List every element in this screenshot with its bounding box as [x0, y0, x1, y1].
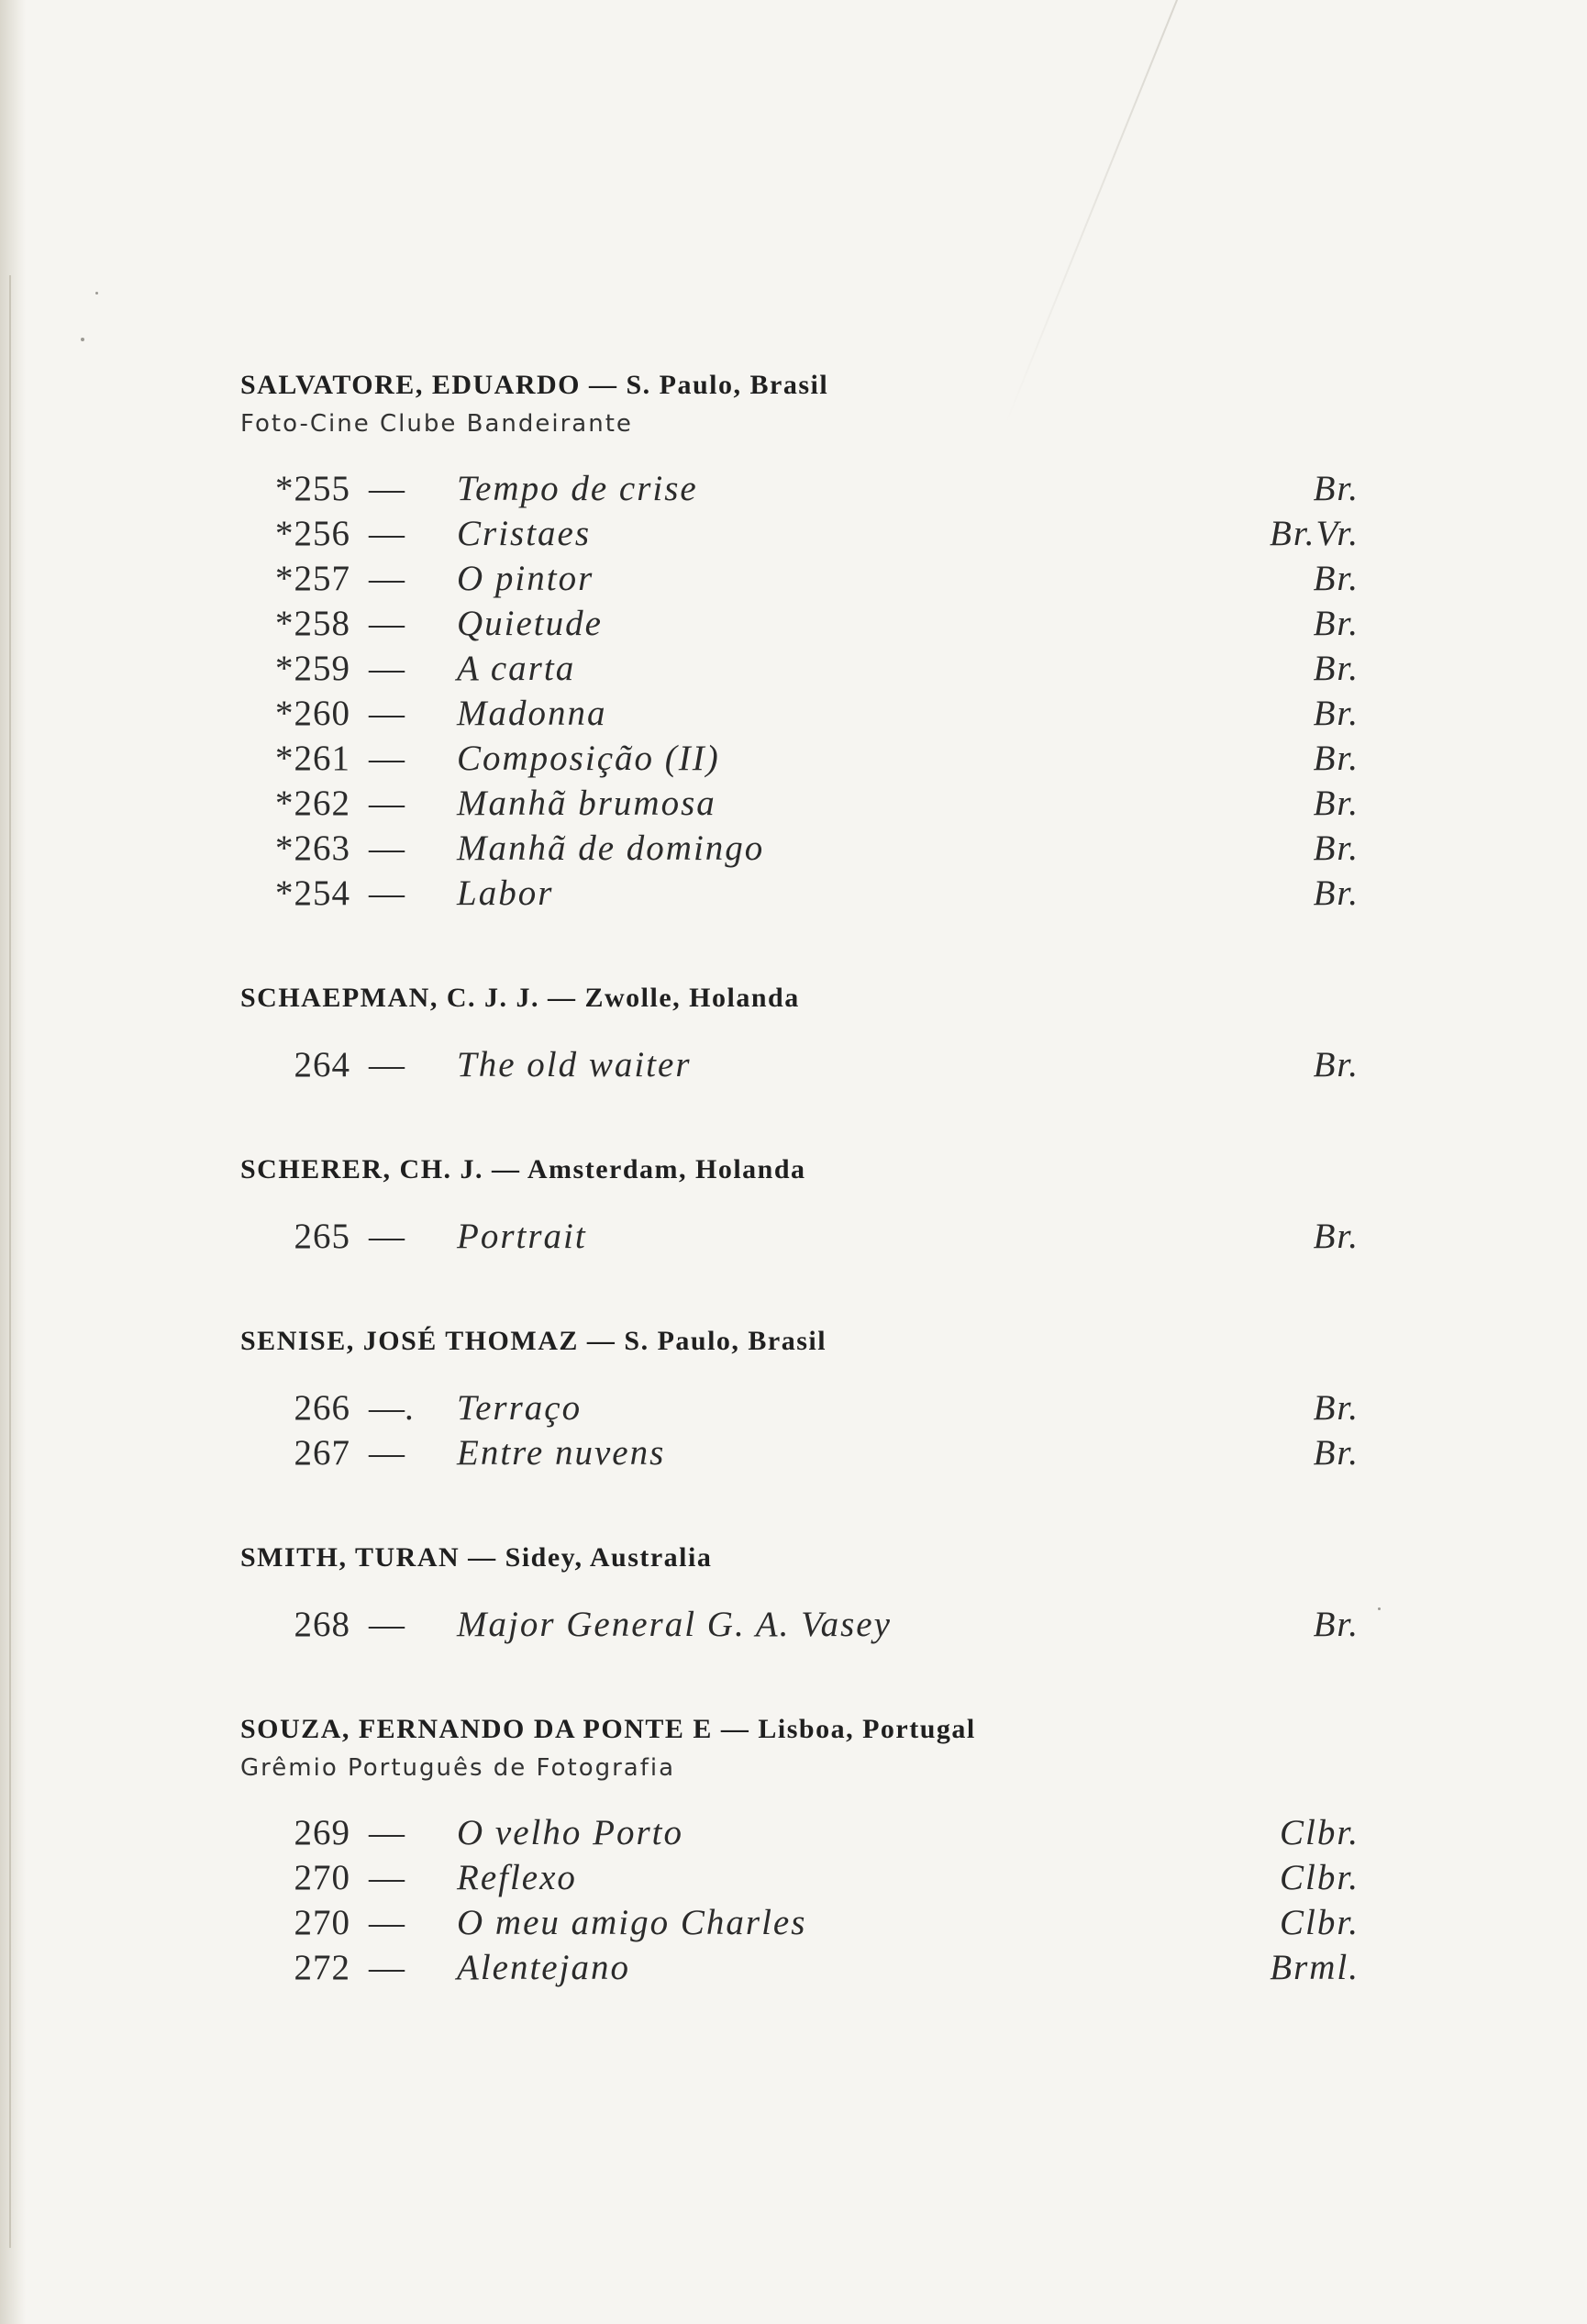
entry-list: [240, 1385, 1378, 1475]
entry-separator: —: [369, 1217, 405, 1256]
entry-technique: Br.: [1313, 1433, 1359, 1473]
entry-technique: Clbr.: [1280, 1813, 1359, 1852]
entry-number: 270: [294, 1858, 350, 1897]
entry-separator: —.: [369, 1388, 414, 1428]
entry-separator: —: [369, 604, 405, 643]
paper-speck: [1378, 1607, 1381, 1610]
entry-separator: —: [369, 469, 405, 508]
entry-technique: Br.: [1313, 828, 1359, 868]
entry-title: The old waiter: [457, 1045, 692, 1084]
entry-number: 266: [294, 1388, 350, 1428]
entry-number: *263: [275, 828, 350, 868]
paper-crease: [1004, 0, 1185, 425]
entry-list: [240, 1810, 1378, 1990]
entry-technique: Br.: [1313, 1605, 1359, 1644]
entry-separator: —: [369, 1045, 405, 1084]
entry-number: 265: [294, 1217, 350, 1256]
catalog-entry: [240, 1900, 1378, 1945]
entry-separator: —: [369, 1813, 405, 1852]
entry-separator: —: [369, 694, 405, 733]
exhibitor-section: [240, 365, 1378, 916]
club-name: Grêmio Português de Fotografia: [240, 1754, 676, 1782]
entry-separator: —: [369, 1948, 405, 1987]
entry-technique: Br.: [1313, 1217, 1359, 1256]
exhibitor-heading: SCHAEPMAN, C. J. J. — Zwolle, Holanda: [240, 983, 800, 1013]
entry-title: Major General G. A. Vasey: [457, 1605, 892, 1644]
entry-number: *255: [275, 469, 350, 508]
entry-technique: Br.: [1313, 873, 1359, 913]
entry-title: O pintor: [457, 559, 594, 598]
entry-number: *260: [275, 694, 350, 733]
entry-number: *256: [275, 514, 350, 553]
entry-separator: —: [369, 649, 405, 688]
catalog-entry: [240, 736, 1378, 781]
entry-number: *254: [275, 873, 350, 913]
catalog-entry: [240, 691, 1378, 736]
exhibitor-heading: SOUZA, FERNANDO DA PONTE E — Lisboa, Portugal: [240, 1714, 976, 1744]
exhibitor-section: [240, 978, 1378, 1087]
entry-separator: —: [369, 559, 405, 598]
catalog-entry: [240, 511, 1378, 556]
catalog-entry: [240, 466, 1378, 511]
entry-technique: Br.: [1313, 1388, 1359, 1428]
entry-title: Manhã brumosa: [457, 784, 716, 823]
entry-separator: —: [369, 873, 405, 913]
entry-list: [240, 1214, 1378, 1259]
entry-number: *262: [275, 784, 350, 823]
entry-title: Tempo de crise: [457, 469, 698, 508]
catalog-entry: [240, 826, 1378, 871]
entry-number: 272: [294, 1948, 350, 1987]
entry-technique: Br.: [1313, 694, 1359, 733]
entry-technique: Br.: [1313, 559, 1359, 598]
entry-technique: Clbr.: [1280, 1858, 1359, 1897]
entry-technique: Br.Vr.: [1270, 514, 1359, 553]
entry-number: *261: [275, 739, 350, 778]
entry-list: [240, 1042, 1378, 1087]
entry-separator: —: [369, 1433, 405, 1473]
catalog-entry: [240, 1602, 1378, 1647]
exhibitor-section: [240, 1709, 1378, 1990]
exhibitor-heading: SCHERER, CH. J. — Amsterdam, Holanda: [240, 1154, 806, 1184]
entry-title: Composição (II): [457, 739, 720, 778]
entry-separator: —: [369, 514, 405, 553]
entry-list: [240, 466, 1378, 916]
paper-speck: [81, 338, 84, 341]
exhibitor-section: [240, 1538, 1378, 1647]
entry-number: 267: [294, 1433, 350, 1473]
catalog-entry: [240, 1945, 1378, 1990]
entry-separator: —: [369, 1605, 405, 1644]
exhibitor-heading: SALVATORE, EDUARDO — S. Paulo, Brasil: [240, 370, 829, 400]
exhibitor-section: [240, 1321, 1378, 1475]
entry-title: Alentejano: [457, 1948, 630, 1987]
entry-title: Quietude: [457, 604, 603, 643]
entry-separator: —: [369, 828, 405, 868]
entry-number: *257: [275, 559, 350, 598]
entry-title: O velho Porto: [457, 1813, 683, 1852]
exhibitor-heading: SMITH, TURAN — Sidey, Australia: [240, 1542, 713, 1573]
entry-number: *258: [275, 604, 350, 643]
entry-number: 270: [294, 1903, 350, 1942]
entry-number: 269: [294, 1813, 350, 1852]
catalog-entry: [240, 1042, 1378, 1087]
entry-title: Reflexo: [457, 1858, 577, 1897]
catalog-entry: [240, 1810, 1378, 1855]
paper-speck: [95, 292, 98, 295]
entry-technique: Br.: [1313, 649, 1359, 688]
entry-title: Manhã de domingo: [457, 828, 765, 868]
entry-title: A carta: [457, 649, 576, 688]
entry-title: Portrait: [457, 1217, 587, 1256]
entry-technique: Br.: [1313, 469, 1359, 508]
catalog-entry: [240, 1855, 1378, 1900]
entry-separator: —: [369, 784, 405, 823]
entry-title: Terraço: [457, 1388, 583, 1428]
entry-number: 264: [294, 1045, 350, 1084]
catalog-entry: [240, 1214, 1378, 1259]
exhibitor-section: [240, 1150, 1378, 1259]
catalog-entry: [240, 556, 1378, 601]
club-name: Foto-Cine Clube Bandeirante: [240, 410, 633, 438]
entry-title: Madonna: [457, 694, 607, 733]
catalog-entry: [240, 781, 1378, 826]
catalog-entry: [240, 1430, 1378, 1475]
entry-technique: Br.: [1313, 604, 1359, 643]
entry-separator: —: [369, 739, 405, 778]
catalog-entry: [240, 871, 1378, 916]
catalog-entry: [240, 601, 1378, 646]
entry-technique: Brml.: [1270, 1948, 1359, 1987]
entry-number: *259: [275, 649, 350, 688]
entry-separator: —: [369, 1903, 405, 1942]
entry-title: Cristaes: [457, 514, 592, 553]
catalog-entry: [240, 646, 1378, 691]
entry-number: 268: [294, 1605, 350, 1644]
entry-separator: —: [369, 1858, 405, 1897]
entry-technique: Br.: [1313, 739, 1359, 778]
entry-list: [240, 1602, 1378, 1647]
entry-title: Entre nuvens: [457, 1433, 666, 1473]
entry-technique: Clbr.: [1280, 1903, 1359, 1942]
entry-title: O meu amigo Charles: [457, 1903, 807, 1942]
page-binding-edge: [0, 0, 26, 2324]
entry-technique: Br.: [1313, 784, 1359, 823]
catalog-list: [240, 365, 1378, 2052]
entry-title: Labor: [457, 873, 554, 913]
entry-technique: Br.: [1313, 1045, 1359, 1084]
exhibitor-heading: SENISE, JOSÉ THOMAZ — S. Paulo, Brasil: [240, 1326, 827, 1356]
catalog-entry: [240, 1385, 1378, 1430]
